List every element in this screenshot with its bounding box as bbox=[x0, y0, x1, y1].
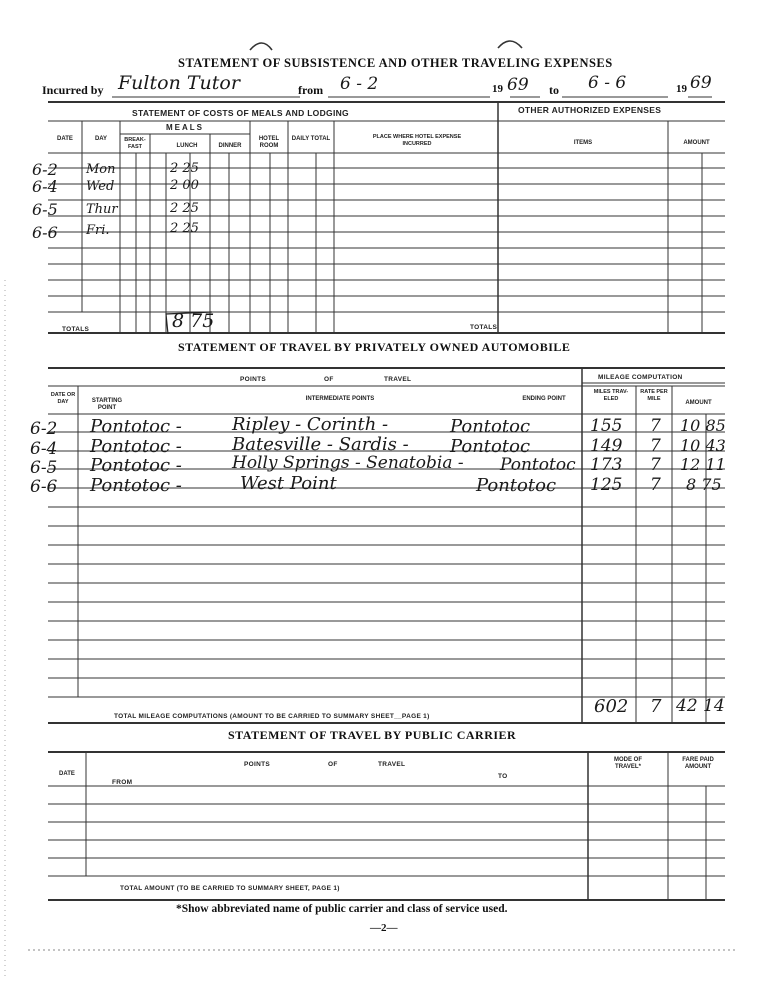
auto-section-title: STATEMENT OF TRAVEL BY PRIVATELY OWNED AUTOMOBILE bbox=[178, 340, 571, 354]
meals-col-place: PLACE WHERE HOTEL EXPENSE INCURRED bbox=[372, 134, 462, 147]
auto-row-2-start: Pontotoc - bbox=[90, 436, 182, 457]
auto-row-1-date: 6-2 bbox=[30, 419, 58, 439]
meals-col-date: DATE bbox=[57, 136, 73, 142]
auto-row-4-date: 6-6 bbox=[30, 477, 58, 497]
other-col-items: ITEMS bbox=[573, 140, 593, 146]
auto-row-4-intermediate: West Point bbox=[240, 473, 337, 494]
auto-row-1-miles: 155 bbox=[590, 416, 623, 436]
meals-row-2-day: Wed bbox=[86, 179, 115, 194]
carrier-section-title: STATEMENT OF TRAVEL BY PUBLIC CARRIER bbox=[228, 728, 517, 742]
from-date-value: 6 - 2 bbox=[340, 74, 379, 94]
auto-col-date: DATE OR DAY bbox=[50, 392, 76, 405]
auto-col-amount: AMOUNT bbox=[685, 400, 712, 406]
auto-col-miles: MILES TRAV-ELED bbox=[593, 389, 629, 402]
meals-row-2-date: 6-4 bbox=[32, 177, 58, 196]
carrier-col-fare: FARE PAID AMOUNT bbox=[682, 757, 714, 770]
meals-row-2-lunch: 2 00 bbox=[170, 178, 199, 193]
to-label: to bbox=[549, 83, 559, 97]
auto-row-4-start: Pontotoc - bbox=[90, 475, 182, 496]
auto-total-miles: 602 bbox=[594, 696, 629, 717]
meals-col-breakfast: BREAK-FAST bbox=[124, 137, 146, 150]
auto-row-4-miles: 125 bbox=[590, 475, 623, 495]
carrier-col-mode: MODE OF TRAVEL* bbox=[614, 757, 642, 770]
to-year-prefix: 19 bbox=[676, 83, 687, 95]
auto-col-rate: RATE PER MILE bbox=[640, 389, 668, 402]
meals-col-daily-total: DAILY TOTAL bbox=[291, 136, 331, 142]
auto-row-1-intermediate: Ripley - Corinth - bbox=[232, 414, 389, 435]
auto-row-3-amount: 12 11 bbox=[680, 455, 726, 474]
auto-total-rate: 7 bbox=[650, 696, 662, 717]
auto-row-1-amount: 10 85 bbox=[680, 416, 726, 435]
auto-row-3-ending: Pontotoc bbox=[500, 455, 576, 475]
to-year-value: 69 bbox=[690, 73, 712, 93]
meals-row-4-date: 6-6 bbox=[32, 223, 58, 242]
meals-row-3-day: Thur bbox=[86, 202, 118, 217]
carrier-to-label: TO bbox=[498, 773, 508, 780]
carrier-col-date: DATE bbox=[59, 771, 75, 777]
carrier-from-label: FROM bbox=[112, 779, 133, 786]
other-expenses-title: OTHER AUTHORIZED EXPENSES bbox=[518, 105, 662, 115]
meals-col-dinner: DINNER bbox=[218, 143, 242, 149]
meals-row-4-day: Fri. bbox=[86, 223, 110, 238]
auto-total-amount: 42 14 bbox=[676, 696, 725, 716]
incurred-by-label: Incurred by bbox=[42, 83, 104, 97]
meals-col-meals: MEALS bbox=[166, 123, 204, 132]
meals-row-1-date: 6-2 bbox=[32, 160, 58, 179]
incurred-by-value: Fulton Tutor bbox=[118, 72, 240, 94]
footnote: *Show abbreviated name of public carrier and class of service used. bbox=[176, 903, 508, 915]
meals-row-4-lunch: 2 25 bbox=[170, 221, 199, 236]
auto-row-1-ending: Pontotoc bbox=[450, 416, 531, 437]
auto-col-starting: STARTING POINT bbox=[91, 398, 123, 411]
auto-row-2-amount: 10 43 bbox=[680, 436, 726, 455]
auto-total-label: TOTAL MILEAGE COMPUTATIONS (AMOUNT TO BE CARRIED TO SUMMARY SHEET__PAGE 1) bbox=[114, 713, 430, 720]
auto-travel-label: TRAVEL bbox=[384, 376, 412, 383]
page-number: —2— bbox=[370, 922, 398, 934]
other-totals-label: TOTALS bbox=[470, 324, 498, 331]
auto-col-intermediate: INTERMEDIATE POINTS bbox=[305, 396, 375, 402]
carrier-travel-label: TRAVEL bbox=[378, 761, 406, 768]
auto-row-2-rate: 7 bbox=[650, 436, 661, 456]
auto-of-label: OF bbox=[324, 376, 334, 383]
auto-row-2-intermediate: Batesville - Sardis - bbox=[232, 434, 409, 455]
meals-col-hotel: HOTEL ROOM bbox=[258, 136, 280, 149]
auto-row-3-rate: 7 bbox=[650, 455, 661, 475]
auto-row-2-ending: Pontotoc bbox=[450, 436, 531, 457]
auto-row-3-intermediate: Holly Springs - Senatobia - bbox=[232, 453, 464, 473]
meals-col-lunch: LUNCH bbox=[176, 143, 198, 149]
page-title: STATEMENT OF SUBSISTENCE AND OTHER TRAVELING EXPENSES bbox=[178, 56, 613, 70]
from-year-prefix: 19 bbox=[492, 83, 503, 95]
meals-lunch-total: 8 75 bbox=[172, 310, 215, 332]
auto-row-4-rate: 7 bbox=[650, 475, 661, 495]
from-year-value: 69 bbox=[507, 75, 529, 95]
auto-col-ending: ENDING POINT bbox=[522, 396, 566, 402]
meals-row-3-date: 6-5 bbox=[32, 200, 58, 219]
meals-row-1-day: Mon bbox=[86, 162, 116, 177]
meals-totals-label: TOTALS bbox=[62, 326, 90, 333]
auto-row-3-start: Pontotoc - bbox=[90, 455, 182, 476]
meals-section-title: STATEMENT OF COSTS OF MEALS AND LODGING bbox=[132, 108, 349, 118]
auto-row-4-amount: 8 75 bbox=[686, 475, 722, 494]
to-date-value: 6 - 6 bbox=[588, 73, 627, 93]
carrier-total-label: TOTAL AMOUNT (TO BE CARRIED TO SUMMARY SHEET, PAGE 1) bbox=[120, 885, 340, 892]
meals-col-day: DAY bbox=[94, 136, 108, 142]
auto-row-4-ending: Pontotoc bbox=[476, 475, 557, 496]
carrier-points-label: POINTS bbox=[244, 761, 270, 768]
carrier-of-label: OF bbox=[328, 761, 338, 768]
auto-row-2-miles: 149 bbox=[590, 436, 623, 456]
meals-row-1-lunch: 2 25 bbox=[170, 161, 199, 176]
auto-row-1-rate: 7 bbox=[650, 416, 661, 436]
auto-row-3-date: 6-5 bbox=[30, 458, 58, 478]
meals-row-3-lunch: 2 25 bbox=[170, 201, 199, 216]
from-label: from bbox=[298, 83, 324, 97]
auto-row-1-start: Pontotoc - bbox=[90, 416, 182, 437]
auto-row-3-miles: 173 bbox=[590, 455, 623, 475]
mileage-computation-label: MILEAGE COMPUTATION bbox=[598, 374, 683, 381]
auto-row-2-date: 6-4 bbox=[30, 439, 58, 459]
auto-points-label: POINTS bbox=[240, 376, 266, 383]
other-col-amount: AMOUNT bbox=[683, 140, 710, 146]
